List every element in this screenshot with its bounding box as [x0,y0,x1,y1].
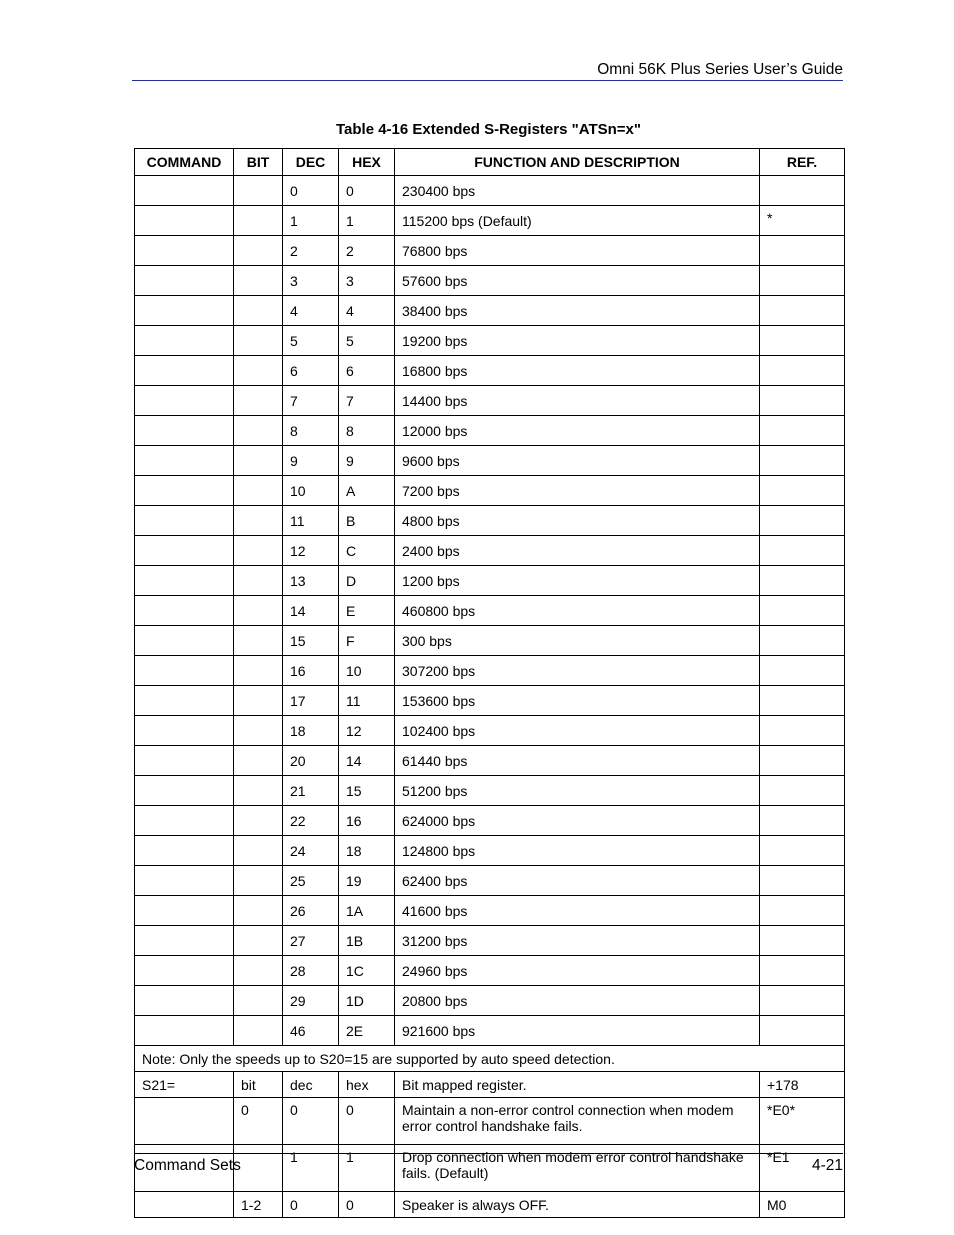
cell-hex: C [339,536,395,566]
table-row [135,656,845,686]
cell-command [135,776,234,806]
cell-description: 20800 bps [395,986,760,1016]
cell-command [135,206,234,236]
cell-command [135,746,234,776]
cell-description: 62400 bps [395,866,760,896]
cell-description: 9600 bps [395,446,760,476]
cell-description: Speaker is always OFF. [395,1192,760,1218]
footer-page-number: 4-21 [811,1157,843,1174]
cell-ref: M0 [760,1192,845,1218]
table-row [135,806,845,836]
cell-bit [234,776,283,806]
table-row [135,416,845,446]
footer-section: Command Sets [134,1157,241,1174]
cell-hex: 1B [339,926,395,956]
cell-command [135,356,234,386]
cell-dec: 25 [283,866,339,896]
cell-bit [234,986,283,1016]
cell-bit [234,1016,283,1046]
cell-dec: 29 [283,986,339,1016]
cell-dec: 13 [283,566,339,596]
table-row [135,1098,845,1145]
cell-bit [234,656,283,686]
cell-hex: 0 [339,1098,395,1145]
cell-bit [234,686,283,716]
cell-command [135,956,234,986]
cell-ref [760,386,845,416]
cell-bit [234,296,283,326]
cell-dec: 9 [283,446,339,476]
cell-description: 153600 bps [395,686,760,716]
cell-ref [760,356,845,386]
table-title: Table 4-16 Extended S-Registers "ATSn=x" [335,121,641,138]
cell-command [135,836,234,866]
table-row [135,866,845,896]
cell-hex: F [339,626,395,656]
cell-ref [760,866,845,896]
table-row [135,386,845,416]
column-header-function: FUNCTION AND DESCRIPTION [395,149,760,176]
table-row [135,476,845,506]
cell-bit [234,176,283,206]
table-row [135,266,845,296]
cell-description: Maintain a non-error control connection when modem error control handshake fails. [395,1098,760,1145]
cell-bit [234,626,283,656]
cell-command: S21= [135,1072,234,1098]
cell-dec: 18 [283,716,339,746]
page-header: Omni 56K Plus Series User’s Guide [132,60,843,81]
cell-description: 1200 bps [395,566,760,596]
cell-dec: dec [283,1072,339,1098]
cell-ref: *E0* [760,1098,845,1145]
cell-ref: +178 [760,1072,845,1098]
table-header-row [135,149,845,176]
cell-bit [234,956,283,986]
cell-command [135,326,234,356]
cell-dec: 15 [283,626,339,656]
cell-ref [760,986,845,1016]
cell-bit [234,356,283,386]
cell-hex: D [339,566,395,596]
cell-hex: 1C [339,956,395,986]
cell-description: 230400 bps [395,176,760,206]
cell-hex: 2E [339,1016,395,1046]
cell-description: 921600 bps [395,1016,760,1046]
cell-description: Bit mapped register. [395,1072,760,1098]
cell-bit [234,836,283,866]
cell-command [135,656,234,686]
cell-description: 2400 bps [395,536,760,566]
cell-bit [234,746,283,776]
cell-bit [234,476,283,506]
cell-hex: 9 [339,446,395,476]
cell-command [135,506,234,536]
cell-hex: 5 [339,326,395,356]
cell-ref [760,716,845,746]
column-header-ref: REF. [760,149,845,176]
cell-hex: 0 [339,1192,395,1218]
table-row [135,776,845,806]
cell-dec: 2 [283,236,339,266]
cell-hex: 0 [339,176,395,206]
cell-ref [760,896,845,926]
table-row [135,566,845,596]
table-row [135,536,845,566]
cell-command [135,806,234,836]
cell-hex: 4 [339,296,395,326]
cell-dec: 12 [283,536,339,566]
cell-hex: 7 [339,386,395,416]
table-row [135,1072,845,1098]
table-row [135,746,845,776]
cell-dec: 0 [283,1098,339,1145]
cell-description: 51200 bps [395,776,760,806]
cell-dec: 28 [283,956,339,986]
cell-hex: 18 [339,836,395,866]
table-row [135,236,845,266]
cell-command [135,926,234,956]
cell-bit [234,506,283,536]
cell-ref [760,506,845,536]
cell-dec: 6 [283,356,339,386]
cell-hex: 8 [339,416,395,446]
cell-bit [234,806,283,836]
cell-ref [760,236,845,266]
cell-command [135,446,234,476]
cell-dec: 1 [283,1145,339,1192]
cell-ref [760,926,845,956]
table-row [135,446,845,476]
cell-description: 4800 bps [395,506,760,536]
cell-command [135,176,234,206]
cell-dec: 4 [283,296,339,326]
cell-dec: 0 [283,176,339,206]
cell-command [135,596,234,626]
page-footer [134,1153,843,1175]
column-header-command: COMMAND [135,149,234,176]
cell-dec: 16 [283,656,339,686]
cell-description: 460800 bps [395,596,760,626]
cell-dec: 8 [283,416,339,446]
cell-ref [760,446,845,476]
cell-hex: 6 [339,356,395,386]
cell-hex: 19 [339,866,395,896]
cell-command [135,536,234,566]
cell-bit [234,926,283,956]
cell-dec: 5 [283,326,339,356]
cell-ref [760,776,845,806]
cell-description: 115200 bps (Default) [395,206,760,236]
cell-description: 24960 bps [395,956,760,986]
cell-hex: 16 [339,806,395,836]
cell-command [135,566,234,596]
cell-command [135,716,234,746]
cell-bit [234,896,283,926]
table-row [135,956,845,986]
cell-command [135,1016,234,1046]
cell-command [135,386,234,416]
cell-dec: 27 [283,926,339,956]
cell-description: 102400 bps [395,716,760,746]
cell-ref [760,476,845,506]
cell-dec: 10 [283,476,339,506]
s-register-table [134,148,845,1218]
cell-dec: 17 [283,686,339,716]
cell-ref [760,296,845,326]
cell-command [135,866,234,896]
table-row [135,296,845,326]
cell-description: 124800 bps [395,836,760,866]
cell-hex: 2 [339,236,395,266]
cell-description: 300 bps [395,626,760,656]
cell-hex: 12 [339,716,395,746]
cell-command [135,986,234,1016]
cell-hex: 3 [339,266,395,296]
cell-description: Drop connection when modem error control handshake fails. (Default) [395,1145,760,1192]
cell-dec: 20 [283,746,339,776]
cell-description: 61440 bps [395,746,760,776]
cell-command [135,896,234,926]
table-row [135,326,845,356]
cell-bit [234,386,283,416]
cell-description: 16800 bps [395,356,760,386]
cell-bit [234,566,283,596]
cell-dec: 3 [283,266,339,296]
cell-hex: 1A [339,896,395,926]
cell-hex: E [339,596,395,626]
cell-bit [234,206,283,236]
table-row [135,926,845,956]
cell-ref [760,326,845,356]
table-row [135,176,845,206]
cell-description: 7200 bps [395,476,760,506]
column-header-bit: BIT [234,149,283,176]
cell-command [135,1098,234,1145]
cell-command [135,266,234,296]
cell-hex: B [339,506,395,536]
cell-dec: 21 [283,776,339,806]
cell-ref [760,686,845,716]
table-row [135,596,845,626]
cell-hex: 11 [339,686,395,716]
cell-ref [760,536,845,566]
note-text: Note: Only the speeds up to S20=15 are supported by auto speed detection. [135,1046,845,1072]
cell-description: 12000 bps [395,416,760,446]
cell-command [135,1192,234,1218]
cell-hex: A [339,476,395,506]
cell-ref [760,656,845,686]
cell-dec: 24 [283,836,339,866]
cell-description: 76800 bps [395,236,760,266]
cell-ref [760,176,845,206]
cell-dec: 26 [283,896,339,926]
table-row [135,1016,845,1046]
cell-hex: 14 [339,746,395,776]
cell-hex: 15 [339,776,395,806]
cell-dec: 7 [283,386,339,416]
table-row [135,506,845,536]
cell-dec: 46 [283,1016,339,1046]
table-row [135,896,845,926]
cell-ref [760,1016,845,1046]
cell-dec: 14 [283,596,339,626]
cell-description: 57600 bps [395,266,760,296]
table-row [135,836,845,866]
cell-ref: * [760,206,845,236]
table-row [135,986,845,1016]
cell-ref [760,566,845,596]
column-header-dec: DEC [283,149,339,176]
cell-hex: 1D [339,986,395,1016]
cell-ref [760,746,845,776]
cell-bit [234,596,283,626]
cell-description: 307200 bps [395,656,760,686]
cell-bit [234,446,283,476]
cell-description: 624000 bps [395,806,760,836]
cell-hex: hex [339,1072,395,1098]
cell-bit: 1-2 [234,1192,283,1218]
cell-ref [760,416,845,446]
cell-hex: 1 [339,206,395,236]
cell-command [135,236,234,266]
cell-ref [760,836,845,866]
cell-dec: 0 [283,1192,339,1218]
cell-ref [760,266,845,296]
cell-bit [234,266,283,296]
note-row [135,1046,845,1072]
cell-bit [234,716,283,746]
cell-description: 14400 bps [395,386,760,416]
cell-description: 19200 bps [395,326,760,356]
table-row [135,356,845,386]
cell-command [135,686,234,716]
cell-hex: 10 [339,656,395,686]
table-row [135,686,845,716]
cell-description: 31200 bps [395,926,760,956]
cell-description: 41600 bps [395,896,760,926]
s21-rows [135,1072,845,1218]
cell-command [135,626,234,656]
cell-description: 38400 bps [395,296,760,326]
cell-ref: *E1 [760,1145,845,1192]
table-row [135,1192,845,1218]
cell-bit [234,326,283,356]
cell-dec: 22 [283,806,339,836]
cell-command [135,476,234,506]
cell-bit [234,866,283,896]
column-header-hex: HEX [339,149,395,176]
cell-ref [760,626,845,656]
cell-command [135,296,234,326]
cell-command [135,416,234,446]
cell-ref [760,956,845,986]
table-row [135,626,845,656]
cell-bit: bit [234,1072,283,1098]
cell-dec: 11 [283,506,339,536]
cell-bit [234,536,283,566]
cell-ref [760,806,845,836]
cell-bit [234,416,283,446]
speed-rows [135,176,845,1046]
cell-hex: 1 [339,1145,395,1192]
table-row [135,206,845,236]
table-row [135,716,845,746]
cell-ref [760,596,845,626]
cell-bit [234,236,283,266]
cell-bit: 0 [234,1098,283,1145]
cell-dec: 1 [283,206,339,236]
